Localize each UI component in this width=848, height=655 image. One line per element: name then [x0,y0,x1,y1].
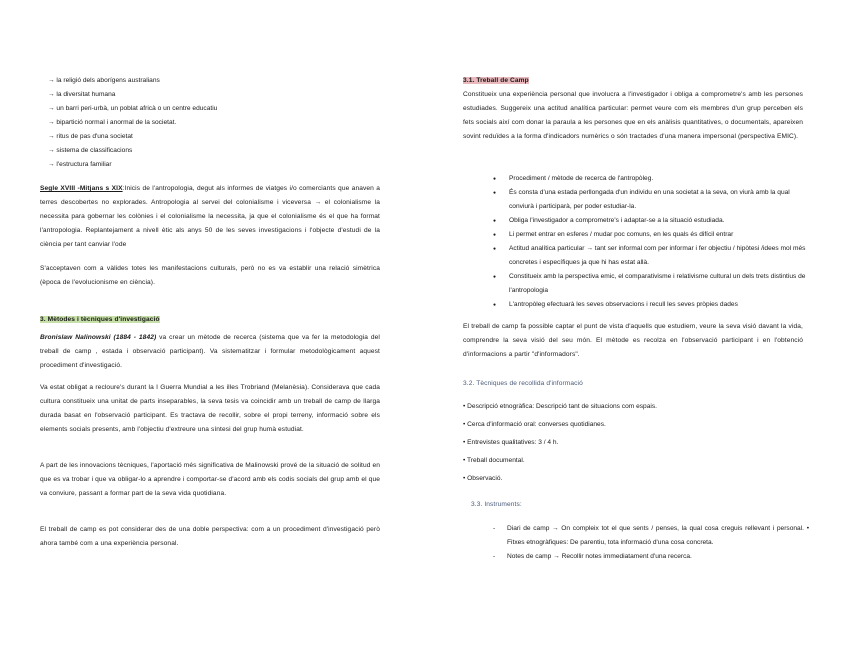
arrow-item: → ritus de pas d'una societat [48,133,133,140]
paragraph-malinowski [40,331,380,373]
list-item: • Entrevistes qualitatives: 3 / 4 h. [463,439,559,446]
arrow-item: → sistema de classificacions [48,147,133,154]
list-item: ● Constitueix amb la perspectiva emic, el comparativisme i relativisme cultural un dels trets distintius de l'antropologia [493,270,809,298]
paragraph-viewpoint: El treball de camp fa possible captar el punt de vista d'aquells que estudiem, veure la seva visió davant la vida, comprendre la seva visió del seu món. El mètode es recolza en l'observació participant i en l'obtenció d'informacions a partir "d'informadors". [463,323,803,358]
section-heading-32: 3.2. Tècniques de recollida d'informació [463,380,583,387]
list-item: - Notes de camp → Recollir notes immediatament d'una recerca. [493,550,809,564]
author-name: Bronislaw Nalinowski (1884 - 1842) [40,334,157,341]
section-heading-33: 3.3. Instruments: [471,501,522,508]
arrow-item: → l'estructura familiar [48,161,112,168]
arrow-item: → la religió dels aborígens australians [48,77,160,84]
arrow-item: → un barri peri-urbà, un poblat africà o un centre educatiu [48,105,218,112]
section-heading-3-text: 3. Mètodes i tècniques d'investigació [40,316,160,323]
section-heading-31-text: 3.1. Treball de Camp [463,77,529,84]
bullet-list [493,172,809,312]
list-item: - Diari de camp → On compleix tot el que sents / penses, la qual cosa creguis rellevant i personal. • Fitxes etnogràfiques: De parentiu, tota informació d'una cosa concreta. [493,522,809,550]
paragraph-malinowski-text: va crear un mètode de recerca (sistema que va fer la metodologia del treball de camp , estada i observació participant). Va sistematitzar i formular metodològicament aquest procediment d'investigació. [40,334,380,369]
paragraph-fieldwork: Constitueix una experiència personal que involucra a l'investigador i obliga a comprometre's amb les persones estudiades. Suggereix una actitud analítica particular: permet veure com els membres d'un grup perceben els fets socials així com donar la paraula a les persones que en els anàlisis quantitatives, o documentals, apareixen sovint reduïdes a la forma d'indicadors numèrics o són tractades d'una manera impersonal (perspectiva EMIC). [463,91,803,140]
list-item: ● Li permet entrar en esferes / mudar poc comuns, en les quals és difícil entrar [493,228,809,242]
section-heading-3 [40,313,380,327]
list-item: • Observació. [463,475,503,482]
arrow-item: → bipartició normal i anormal de la societat. [48,119,177,126]
paragraph-history-text: :Inicis de l'antropologia, degut als informes de viatges i/o comerciants que anaven a terres descobertes no explorades. Antropologia al servei del colonialisme i viceversa → el colonialisme la necessita para gobernar les colònies i el colonialisme la necessita, ja que el colonialisme és el que ha format l'antropologia. Replantejament a nivell ètic als anys 50 de les seves investigacions i l'objecte d'estudi de la ciència per tant canviar l'ode [40,185,380,248]
list-item: ● Obliga l'investigador a comprometre's i adaptar-se a la situació estudiada. [493,214,809,228]
paragraph-perspective: El treball de camp es pot considerar des de una doble perspectiva: com a un procediment d'investigació però ahora també com a una experiència personal. [40,526,380,547]
section-heading-31 [463,74,803,88]
arrow-item: → la diversitat humana [48,91,116,98]
list-item: • Treball documental. [463,457,525,464]
list-item: • Descripció etnogràfica: Descripció tant de situacions com espais. [463,403,657,410]
paragraph-history [40,182,380,252]
paragraph-innovations: A part de les innovacions tècniques, l'aportació més significativa de Malinowski prové de la situació de solitud en que es va trobar i que va obligar-lo a aprendre i comportar-se d'acord amb els codis socials del grup amb el que va conviure, passant a formar part de la seva vida quotidiana. [40,462,380,497]
period-label: Segle XVIII -Mitjans s XIX [40,185,123,192]
paragraph-trobriand: Va estat obligat a recloure's durant la I Guerra Mundial a les illes Trobriand (Melanèsia). Considerava que cada cultura constitueix una unitat de parts inseparables, la seva tesis va coincidir amb un treball de camp de llarga durada basat en l'observació participant. Es tractava de recollir, sobre el propi terreny, informació sobre els elements socials presents, amb l'objectiu d'extreure una síntesi del grup humà estudiat. [40,384,380,433]
arrow-list [48,74,378,172]
instrument-list [493,522,809,564]
list-item: ● L'antropòleg efectuarà les seves observacions i recull les seves pròpies dades [493,298,809,312]
technique-list [463,400,803,486]
list-item: • Cerca d'informació oral: converses quotidianes. [463,421,606,428]
paragraph-evolutionism: S'acceptaven com a vàlides totes les manifestacions culturals, però no es va establir una relació simètrica (època de l'evolucionisme en ciència). [40,265,380,286]
list-item: ● És consta d'una estada perllongada d'un individu en una societat a la seva, on viurà amb la qual conviurà i participarà, per poder estudiar-la. [493,186,809,214]
list-item: ● Actitud analítica particular → tant ser informal com per informar i fer objectiu / hipòtesi /idees mol més concretes i específiques ja que hi has estat allà. [493,242,809,270]
list-item: ● Procediment / mètode de recerca de l'antropòleg. [493,172,809,186]
